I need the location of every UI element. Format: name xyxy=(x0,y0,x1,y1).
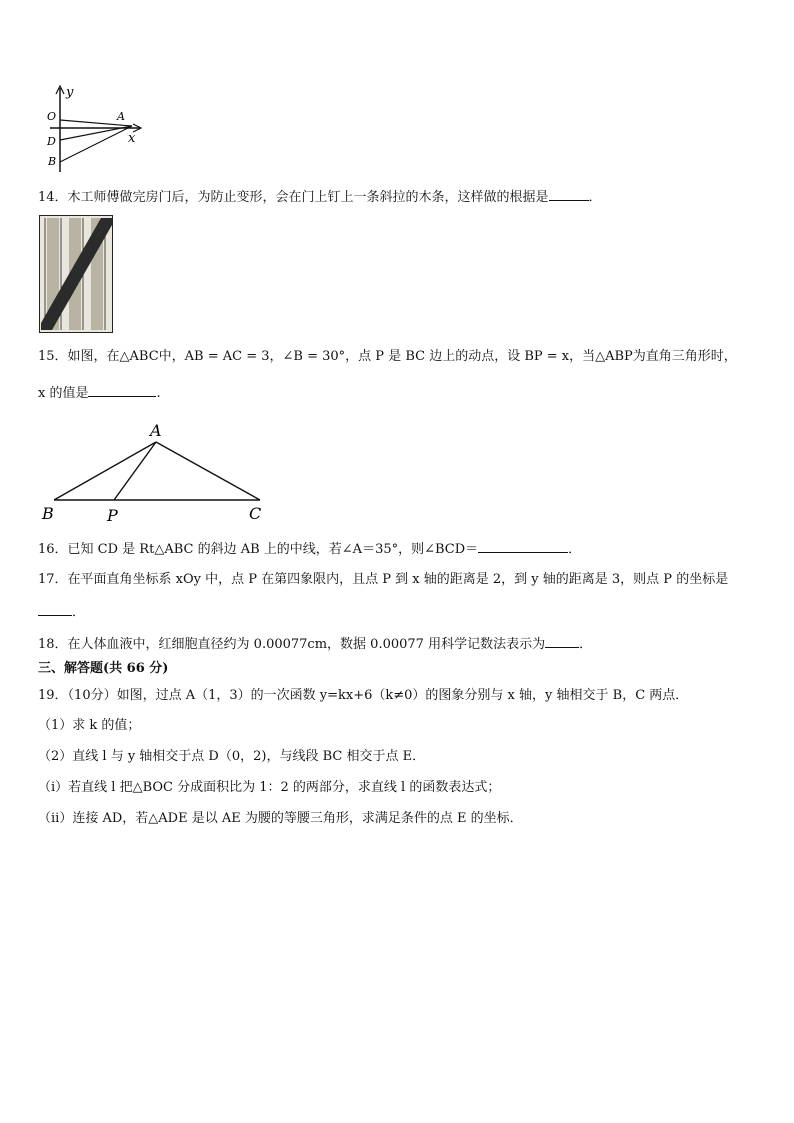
question-16: 16．已知 CD 是 Rt△ABC 的斜边 AB 上的中线，若∠A＝35°，则∠BCD＝ ． xyxy=(38,542,582,557)
question-17-line1 xyxy=(38,571,728,589)
question-14-text: 14．木工师傅做完房门后，为防止变形，会在门上钉上一条斜拉的木条，这样做的根据是 xyxy=(38,190,549,205)
question-19-part2-ii: （ii）连接 AD，若△ADE 是以 AE 为腰的等腰三角形，求满足条件的点 E 的坐标． xyxy=(38,811,523,826)
question-15-line2: x 的值是 . xyxy=(38,386,161,401)
side-ab xyxy=(54,442,156,500)
vertex-c: C xyxy=(249,504,262,523)
answer-blank-17 xyxy=(38,603,72,616)
question-19-part2: （2）直线 l 与 y 轴相交于点 D（0，2)，与线段 BC 相交于点 E． xyxy=(38,749,426,764)
label-o: O xyxy=(47,110,57,123)
segment-ap xyxy=(114,442,156,500)
q13-figure xyxy=(40,82,150,174)
question-14: 14．木工师傅做完房门后，为防止变形，会在门上钉上一条斜拉的木条，这样做的根据是 ． xyxy=(38,190,602,205)
answer-blank-14 xyxy=(549,188,589,201)
question-18-text: 18．在人体血液中，红细胞直径约为 0.00077cm，数据 0.00077 用科学记数法表示为 xyxy=(38,637,546,652)
label-y: y xyxy=(66,85,74,100)
answer-blank-16 xyxy=(478,540,568,553)
question-16-text: 16．已知 CD 是 Rt△ABC 的斜边 AB 上的中线，若∠A＝35°，则∠BCD＝ xyxy=(38,542,479,557)
label-d: D xyxy=(47,135,56,148)
label-x: x xyxy=(128,131,136,146)
question-17-text: 17．在平面直角坐标系 xOy 中，点 P 在第四象限内，且点 P 到 x 轴的距离是 2，到 y 轴的距离是 3，则点 P 的坐标是 xyxy=(38,572,729,587)
answer-blank-18 xyxy=(545,635,579,648)
vertex-a: A xyxy=(150,421,162,440)
section-3-heading: 三、解答题(共 66 分) xyxy=(38,661,169,676)
label-b: B xyxy=(48,155,57,168)
question-19-part1: （1）求 k 的值； xyxy=(38,718,141,733)
question-18: 18．在人体血液中，红细胞直径约为 0.00077cm，数据 0.00077 用科学记数法表示为 ． xyxy=(38,637,593,652)
point-p: P xyxy=(107,506,118,525)
segment-ba xyxy=(60,126,132,162)
question-15-line1 xyxy=(38,348,737,366)
side-ac xyxy=(156,442,260,500)
question-19-part2-i: （i）若直线 l 把△BOC 分成面积比为 1：2 的两部分，求直线 l 的函数表达式； xyxy=(38,780,501,795)
vertex-b: B xyxy=(42,504,54,523)
question-15-text: 15．如图，在△ABC中，AB = AC = 3，∠B = 30°，点 P 是 BC 边上的动点，设 BP = x，当△ABP为直角三角形时， xyxy=(38,349,737,364)
door-brace-photo xyxy=(39,215,113,333)
q15-triangle-figure xyxy=(38,420,270,526)
question-19-stem: 19．（10分）如图，过点 A（1，3）的一次函数 y=kx+6（k≠0）的图象分别与 x 轴，y 轴相交于 B，C 两点． xyxy=(38,688,689,703)
answer-blank-15 xyxy=(88,384,156,397)
label-a: A xyxy=(117,110,125,123)
question-17-line2: ． xyxy=(38,603,85,622)
